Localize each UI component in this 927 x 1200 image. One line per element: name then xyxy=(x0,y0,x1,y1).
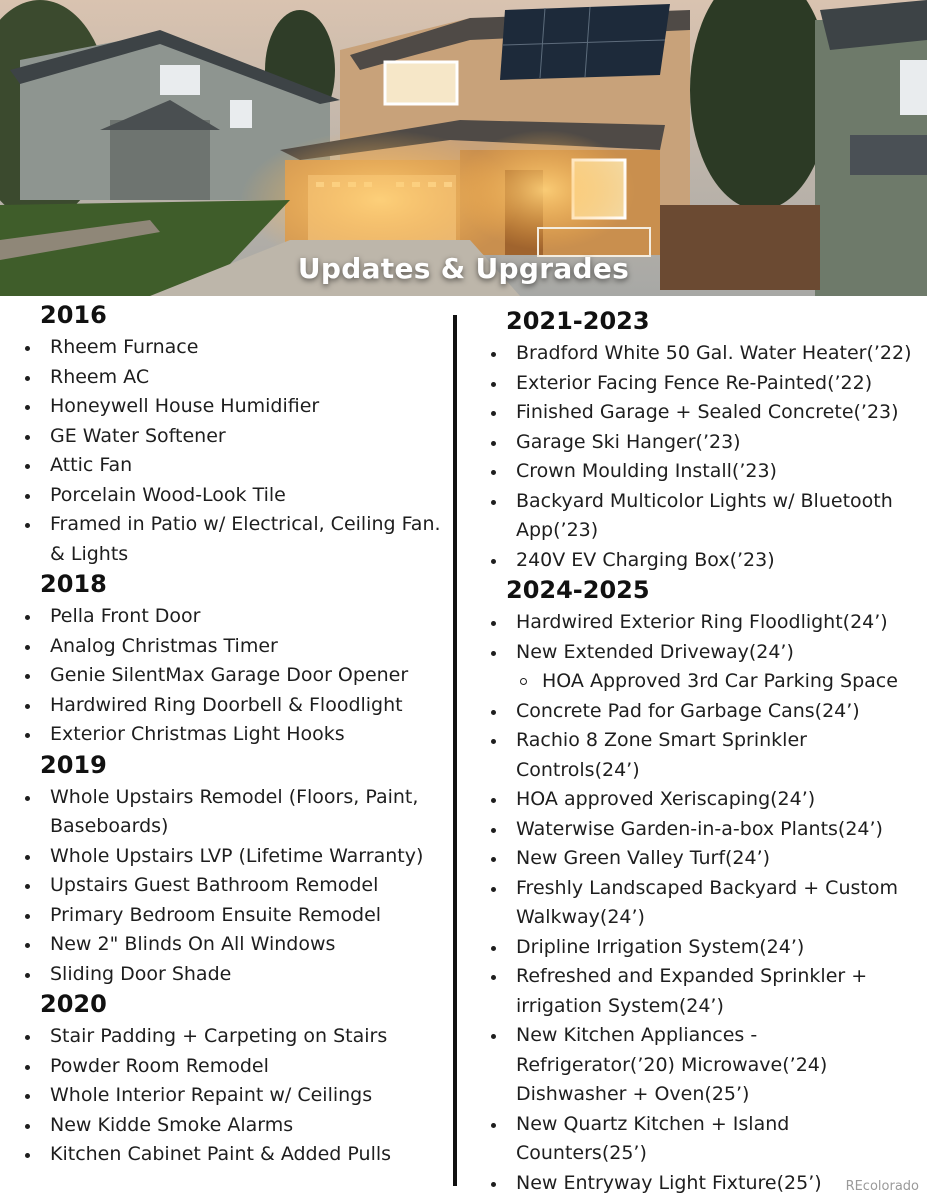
list-item: Garage Ski Hanger(’23) xyxy=(506,428,918,458)
list-item: Dripline Irrigation System(24’) xyxy=(506,933,918,963)
list-item: Genie SilentMax Garage Door Opener xyxy=(40,661,448,691)
list-item: Whole Upstairs LVP (Lifetime Warranty) xyxy=(40,842,448,872)
list-item: Exterior Christmas Light Hooks xyxy=(40,720,448,750)
upgrade-list xyxy=(506,339,918,575)
list-item: Crown Moulding Install(’23) xyxy=(506,457,918,487)
list-item: Sliding Door Shade xyxy=(40,960,448,990)
year-section-2021-2023 xyxy=(506,306,918,575)
list-item: Attic Fan xyxy=(40,451,448,481)
list-item: Bradford White 50 Gal. Water Heater(’22) xyxy=(506,339,918,369)
list-item: Primary Bedroom Ensuite Remodel xyxy=(40,901,448,931)
column-divider xyxy=(453,315,457,1186)
list-item: Waterwise Garden-in-a-box Plants(24’) xyxy=(506,815,918,845)
list-item: Whole Interior Repaint w/ Ceilings xyxy=(40,1081,448,1111)
list-item: Rheem AC xyxy=(40,363,448,393)
list-item: New Entryway Light Fixture(25’) xyxy=(506,1169,918,1199)
list-item: Refreshed and Expanded Sprinkler + irrigation System(24’) xyxy=(506,962,918,1021)
year-section-2019 xyxy=(40,750,448,990)
year-heading: 2016 xyxy=(40,301,107,329)
upgrade-list xyxy=(40,783,448,990)
list-item: GE Water Softener xyxy=(40,422,448,452)
list-item: New Kitchen Appliances - Refrigerator(’20) Microwave(’24) Dishwasher + Oven(25’) xyxy=(506,1021,918,1110)
list-item: Kitchen Cabinet Paint & Added Pulls xyxy=(40,1140,448,1170)
list-item: Rachio 8 Zone Smart Sprinkler Controls(24’) xyxy=(506,726,918,785)
sub-list-item: HOA Approved 3rd Car Parking Space xyxy=(506,667,918,697)
list-item: Framed in Patio w/ Electrical, Ceiling Fan. & Lights xyxy=(40,510,448,569)
list-item: Freshly Landscaped Backyard + Custom Walkway(24’) xyxy=(506,874,918,933)
list-item: Porcelain Wood-Look Tile xyxy=(40,481,448,511)
list-item: Pella Front Door xyxy=(40,602,448,632)
year-heading: 2020 xyxy=(40,990,107,1018)
list-item: 240V EV Charging Box(’23) xyxy=(506,546,918,576)
list-item: New Green Valley Turf(24’) xyxy=(506,844,918,874)
page-title: Updates & Upgrades xyxy=(297,252,630,285)
list-item: Backyard Multicolor Lights w/ Bluetooth App(’23) xyxy=(506,487,918,546)
year-heading: 2021-2023 xyxy=(506,307,650,335)
year-section-2016 xyxy=(40,300,448,569)
list-item: New 2" Blinds On All Windows xyxy=(40,930,448,960)
list-item: Powder Room Remodel xyxy=(40,1052,448,1082)
list-item: Hardwired Ring Doorbell & Floodlight xyxy=(40,691,448,721)
list-item: Upstairs Guest Bathroom Remodel xyxy=(40,871,448,901)
list-item: HOA approved Xeriscaping(24’) xyxy=(506,785,918,815)
upgrade-list xyxy=(40,333,448,569)
watermark: REcolorado xyxy=(845,1179,919,1194)
year-section-2024-2025 xyxy=(506,575,918,1198)
year-heading: 2024-2025 xyxy=(506,576,650,604)
year-heading: 2018 xyxy=(40,570,107,598)
right-column xyxy=(506,306,918,1198)
list-item: New Kidde Smoke Alarms xyxy=(40,1111,448,1141)
hero-photo xyxy=(0,0,927,296)
list-item: Rheem Furnace xyxy=(40,333,448,363)
list-item: Concrete Pad for Garbage Cans(24’) xyxy=(506,697,918,727)
list-item: Finished Garage + Sealed Concrete(’23) xyxy=(506,398,918,428)
list-item: Analog Christmas Timer xyxy=(40,632,448,662)
list-item: Honeywell House Humidifier xyxy=(40,392,448,422)
list-item: Stair Padding + Carpeting on Stairs xyxy=(40,1022,448,1052)
list-item: Exterior Facing Fence Re-Painted(’22) xyxy=(506,369,918,399)
list-item: New Extended Driveway(24’) xyxy=(506,638,918,668)
list-item: New Quartz Kitchen + Island Counters(25’) xyxy=(506,1110,918,1169)
list-item: Whole Upstairs Remodel (Floors, Paint, Baseboards) xyxy=(40,783,448,842)
year-section-2020 xyxy=(40,989,448,1170)
left-column xyxy=(40,300,448,1170)
list-item: Hardwired Exterior Ring Floodlight(24’) xyxy=(506,608,918,638)
year-section-2018 xyxy=(40,569,448,750)
upgrade-list xyxy=(506,608,918,1198)
year-heading: 2019 xyxy=(40,750,107,779)
upgrade-list xyxy=(40,1022,448,1170)
upgrade-list xyxy=(40,602,448,750)
